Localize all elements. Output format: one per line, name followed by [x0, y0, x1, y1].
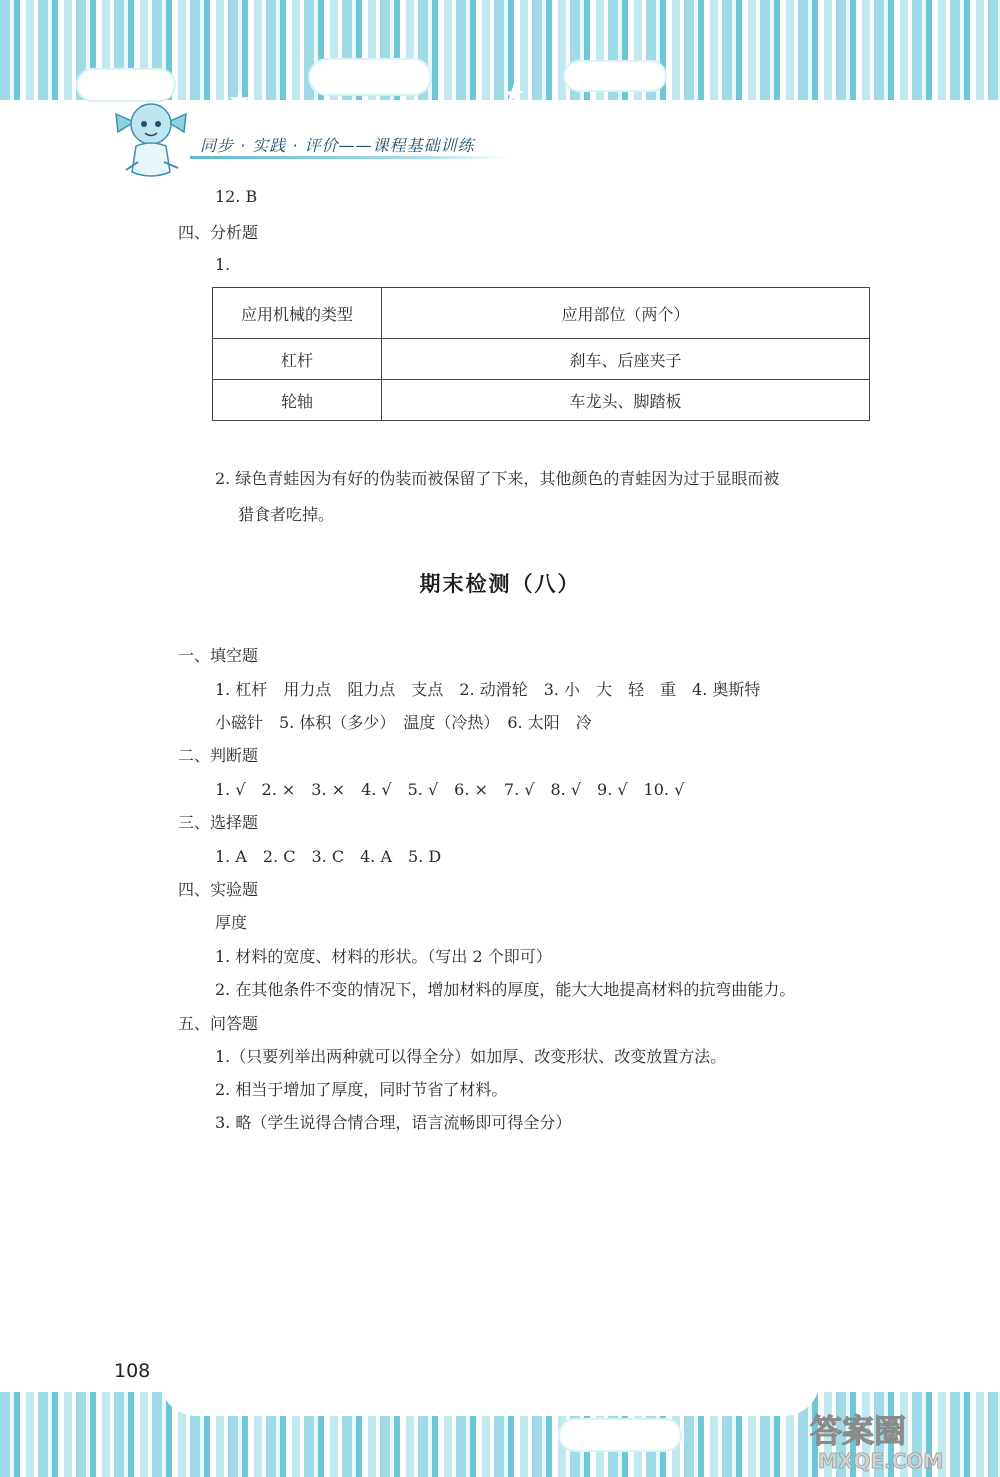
answer-text: 厚度: [215, 913, 248, 932]
page-number: 108: [114, 1360, 151, 1382]
machine-application-table: [212, 287, 870, 421]
table-header-cell: 应用机械的类型: [213, 288, 382, 339]
cloud-decoration: [560, 1420, 680, 1450]
section-heading: 期末检测（八）: [419, 572, 581, 596]
star-icon: ★: [502, 80, 526, 110]
answer-text: 小磁针 5. 体积（多少） 温度（冷热） 6. 太阳 冷: [215, 713, 592, 732]
table-cell: 轮轴: [213, 380, 382, 421]
watermark-url: MXQE.COM: [818, 1449, 944, 1472]
watermark-logo: [770, 1408, 990, 1472]
table-header-cell: 应用部位（两个）: [382, 288, 870, 339]
question-label: 1.: [215, 255, 231, 274]
answer-text: 2. 在其他条件不变的情况下，增加材料的厚度，能大大地提高材料的抗弯曲能力。: [215, 980, 796, 999]
watermark-text: 答案圈: [810, 1412, 907, 1450]
section-title: 五、问答题: [178, 1014, 259, 1033]
mascot-icon: [108, 92, 194, 184]
answer-text: 2. 相当于增加了厚度，同时节省了材料。: [215, 1080, 508, 1099]
table-cell: 车龙头、脚踏板: [382, 380, 870, 421]
series-title-underline: [190, 156, 510, 159]
answer-text: 1. A 2. C 3. C 4. A 5. D: [215, 847, 442, 866]
answer-text: 3. 略（学生说得合情合理，语言流畅即可得全分）: [215, 1113, 572, 1132]
answer-text: 2. 绿色青蛙因为有好的伪装而被保留了下来，其他颜色的青蛙因为过于显眼而被: [215, 469, 780, 488]
section-title: 四、实验题: [178, 880, 259, 899]
answer-item-12: 12. B: [215, 187, 258, 206]
cloud-decoration: [565, 62, 665, 90]
table-row: [213, 380, 870, 421]
answer-text: 1. 材料的宽度、材料的形状。（写出 2 个即可）: [215, 947, 552, 966]
series-title: 同步 · 实践 · 评价——课程基础训练: [200, 136, 475, 155]
answer-text: 1.（只要列举出两种就可以得全分）如加厚、改变形状、改变放置方法。: [215, 1047, 727, 1066]
star-icon: ★: [228, 86, 252, 116]
answer-text: 猎食者吃掉。: [238, 505, 335, 524]
section-title: 三、选择题: [178, 813, 259, 832]
star-icon: ★: [720, 1386, 744, 1416]
answer-text: 1. √ 2. × 3. × 4. √ 5. √ 6. × 7. √ 8. √ 9. √ 10. √: [215, 780, 685, 799]
table-row: [213, 339, 870, 380]
section-title: 二、判断题: [178, 746, 259, 765]
section-title: 四、分析题: [178, 223, 259, 242]
table-header-row: [213, 288, 870, 339]
section-title: 一、填空题: [178, 646, 259, 665]
table-cell: 杠杆: [213, 339, 382, 380]
cloud-decoration: [310, 60, 430, 94]
table-cell: 刹车、后座夹子: [382, 339, 870, 380]
answer-text: 1. 杠杆 用力点 阻力点 支点 2. 动滑轮 3. 小 大 轻 重 4. 奥斯特: [215, 680, 761, 699]
